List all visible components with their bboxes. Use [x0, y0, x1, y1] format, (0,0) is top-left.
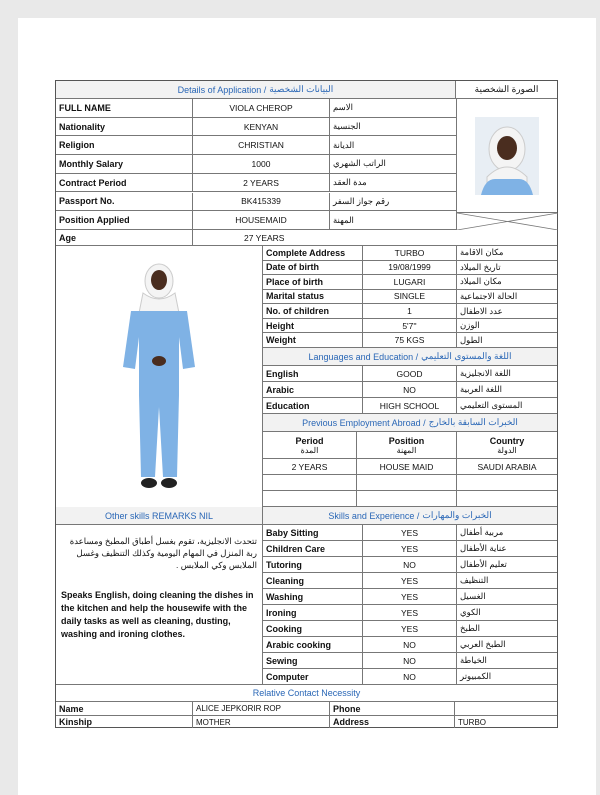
personal-row-arabic: الراتب الشهري: [333, 158, 386, 169]
language-row-value: NO: [363, 382, 457, 397]
skill-row: [263, 573, 557, 589]
personal-row-label: Monthly Salary: [56, 155, 193, 173]
language-row-arabic: اللغة الانجليزية: [460, 368, 511, 378]
personal-row-value: HOUSEMAID: [193, 211, 330, 229]
period-header-en: Period: [295, 435, 324, 446]
details-title-ar: البيانات الشخصية: [269, 84, 334, 94]
language-row-label: Arabic: [263, 382, 363, 397]
employment-row: [263, 459, 557, 475]
languages-title: Languages and Education /: [308, 351, 419, 362]
detail-row: [263, 246, 557, 261]
skill-row-label: Computer: [263, 669, 363, 684]
personal-row-arabic: الاسم: [333, 102, 353, 113]
detail-row: [263, 304, 557, 319]
empty-crossed-box: [456, 213, 557, 230]
skill-row-value: YES: [363, 541, 457, 556]
detail-row-label: Place of birth: [263, 275, 363, 289]
personal-row-value: 2 YEARS: [193, 174, 330, 192]
personal-row: [56, 211, 456, 230]
skill-row-value: YES: [363, 605, 457, 620]
full-body-photo: [56, 246, 263, 507]
detail-row-arabic: الحالة الاجتماعية: [460, 290, 518, 301]
language-row: [263, 398, 557, 414]
skill-row-arabic: الكوي: [460, 607, 481, 617]
skill-row-arabic: الخياطة: [460, 655, 487, 665]
skill-row-value: YES: [363, 589, 457, 604]
personal-row: [56, 155, 456, 174]
detail-row-value: TURBO: [363, 246, 457, 260]
age-label: Age: [56, 230, 193, 245]
detail-row-value: 19/08/1999: [363, 261, 457, 275]
skill-row-value: NO: [363, 669, 457, 684]
personal-row-label: Passport No.: [56, 193, 193, 211]
personal-row-value: BK415339: [193, 193, 330, 211]
personal-row-label: Religion: [56, 136, 193, 154]
detail-row-label: Marital status: [263, 290, 363, 304]
skill-row-label: Cooking: [263, 621, 363, 636]
personal-row: [56, 136, 456, 155]
personal-row-label: Contract Period: [56, 174, 193, 192]
remarks-english: Speaks English, doing cleaning the dishes in the kitchen and help the housewife with the daily tasks as well as cleaning, dusting, washing and ironing clothes.: [61, 590, 254, 639]
personal-row-arabic: مدة العقد: [333, 177, 367, 188]
detail-row-label: Date of birth: [263, 261, 363, 275]
skill-row-value: NO: [363, 653, 457, 668]
language-row-label: Education: [263, 398, 363, 413]
period-header: [263, 432, 357, 458]
cross-lines: [457, 213, 558, 230]
detail-row: [263, 261, 557, 276]
detail-row-label: No. of children: [263, 304, 363, 318]
skill-row-arabic: الطبخ: [460, 623, 480, 633]
contact-phone-label: Phone: [330, 702, 455, 715]
skill-row-label: Tutoring: [263, 557, 363, 572]
contact-header: Relative Contact Necessity: [56, 685, 557, 701]
languages-header: [263, 348, 557, 365]
detail-row-arabic: الوزن: [460, 320, 480, 331]
employment-column-headers: [263, 432, 557, 459]
skill-row-label: Ironing: [263, 605, 363, 620]
language-row-arabic: اللغة العربية: [460, 384, 503, 394]
detail-row-value: 75 KGS: [363, 333, 457, 347]
skill-row-label: Washing: [263, 589, 363, 604]
personal-row: [56, 193, 456, 212]
employment-empty-row: [263, 475, 557, 491]
remarks-header: Other skills REMARKS NIL: [56, 507, 263, 524]
position-header: [357, 432, 457, 458]
skill-row-value: NO: [363, 637, 457, 652]
detail-row-value: LUGARI: [363, 275, 457, 289]
skill-row-label: Baby Sitting: [263, 525, 363, 540]
personal-row-arabic: الجنسية: [333, 121, 361, 132]
skill-row: [263, 589, 557, 605]
application-form: [55, 80, 558, 728]
skill-row-label: Sewing: [263, 653, 363, 668]
employment-title: Previous Employment Abroad /: [302, 417, 426, 428]
language-row: [263, 366, 557, 382]
age-row: [56, 230, 557, 246]
full-body-illustration: [109, 257, 209, 497]
languages-title-ar: اللغة والمستوى التعليمي: [421, 351, 512, 361]
skills-title: Skills and Experience /: [328, 510, 420, 521]
contact-phone-value: [455, 702, 557, 715]
personal-row: [56, 99, 456, 118]
employment-title-ar: الخبرات السابقة بالخارج: [428, 417, 518, 427]
employment-period: 2 YEARS: [263, 459, 357, 474]
contact-kinship-value: MOTHER: [193, 716, 330, 728]
period-header-ar: المدة: [300, 445, 319, 455]
contact-name-label: Name: [56, 702, 193, 715]
detail-row-label: Complete Address: [263, 246, 363, 260]
detail-row: [263, 319, 557, 334]
skill-row: [263, 669, 557, 685]
language-row-label: English: [263, 366, 363, 381]
skill-row-arabic: الغسيل: [460, 591, 486, 601]
skill-row: [263, 541, 557, 557]
skill-row: [263, 637, 557, 653]
portrait-photo: [456, 99, 557, 213]
country-header-ar: الدولة: [497, 445, 517, 455]
skill-row-arabic: التنظيف: [460, 575, 489, 585]
detail-row-arabic: مكان الاقامة: [460, 247, 504, 258]
detail-row: [263, 333, 557, 348]
employment-position: HOUSE MAID: [357, 459, 457, 474]
personal-row: [56, 174, 456, 193]
personal-row: [56, 118, 456, 137]
personal-row-arabic: المهنة: [333, 214, 354, 225]
detail-row-value: 1: [363, 304, 457, 318]
detail-row: [263, 275, 557, 290]
details-header: [56, 81, 456, 98]
detail-row-arabic: الطول: [460, 334, 483, 345]
contact-address-label: Address: [330, 716, 455, 728]
document-page: [18, 18, 596, 795]
contact-name-value: ALICE JEPKORIR ROP: [193, 702, 330, 715]
detail-row-value: 5'7'': [363, 319, 457, 333]
employment-country: SAUDI ARABIA: [477, 461, 537, 472]
contact-name-row: [56, 702, 557, 716]
personal-row-arabic: رقم جواز السفر: [333, 195, 390, 206]
skills-header: [263, 507, 557, 524]
country-header-en: Country: [489, 435, 525, 446]
language-row-value: GOOD: [363, 366, 457, 381]
personal-row-value: CHRISTIAN: [193, 136, 330, 154]
skill-row-value: NO: [363, 557, 457, 572]
personal-row-value: VIOLA CHEROP: [193, 99, 330, 117]
details-title: Details of Application /: [177, 84, 267, 95]
detail-row-label: Weight: [263, 333, 363, 347]
skill-row: [263, 557, 557, 573]
photo-header: الصورة الشخصية: [474, 84, 539, 94]
skill-row-arabic: عناية الأطفال: [460, 543, 507, 553]
skill-row-arabic: الكمبيوتر: [460, 671, 492, 681]
detail-row: [263, 290, 557, 305]
skill-row-arabic: تعليم الأطفال: [460, 559, 507, 569]
position-header-ar: المهنة: [396, 445, 417, 455]
skill-row-value: YES: [363, 525, 457, 540]
skill-row-value: YES: [363, 621, 457, 636]
skill-row: [263, 525, 557, 541]
skill-row-label: Arabic cooking: [263, 637, 363, 652]
portrait-illustration: [475, 117, 539, 195]
detail-row-arabic: عدد الاطفال: [460, 305, 503, 316]
position-header-en: Position: [388, 435, 425, 446]
detail-row-arabic: مكان الميلاد: [460, 276, 502, 287]
skill-row-value: YES: [363, 573, 457, 588]
language-row-value: HIGH SCHOOL: [363, 398, 457, 413]
employment-empty-row: [263, 491, 557, 507]
skill-row: [263, 653, 557, 669]
detail-row-value: SINGLE: [363, 290, 457, 304]
skills-title-ar: الخبرات والمهارات: [422, 510, 492, 520]
language-row: [263, 382, 557, 398]
remarks-panel: [56, 525, 263, 685]
personal-row-value: KENYAN: [193, 118, 330, 136]
personal-row-label: FULL NAME: [56, 99, 193, 117]
language-row-arabic: المستوى التعليمي: [460, 400, 523, 410]
personal-row-label: Nationality: [56, 118, 193, 136]
detail-row-arabic: تاريخ الميلاد: [460, 261, 501, 272]
detail-row-label: Height: [263, 319, 363, 333]
employment-header: [263, 414, 557, 431]
personal-row-value: 1000: [193, 155, 330, 173]
personal-row-arabic: الديانة: [333, 139, 355, 150]
contact-address-value: TURBO: [458, 717, 486, 727]
skill-row: [263, 621, 557, 637]
contact-kinship-label: Kinship: [56, 716, 193, 728]
skill-row-label: Cleaning: [263, 573, 363, 588]
skill-row: [263, 605, 557, 621]
skill-row-arabic: الطبخ العربي: [460, 639, 506, 649]
skill-row-label: Children Care: [263, 541, 363, 556]
contact-kinship-row: [56, 716, 557, 728]
remarks-arabic: تتحدث الانجليزية، تقوم بغسل أطباق المطبخ ومساعدة ربة المنزل في المهام اليومية وكذلك التنظيف وغسل الملابس وكي الملابس .: [69, 536, 257, 570]
country-header: [457, 432, 557, 458]
personal-row-label: Position Applied: [56, 211, 193, 229]
age-value: 27 YEARS: [244, 232, 285, 243]
skill-row-arabic: مربية أطفال: [460, 527, 504, 537]
